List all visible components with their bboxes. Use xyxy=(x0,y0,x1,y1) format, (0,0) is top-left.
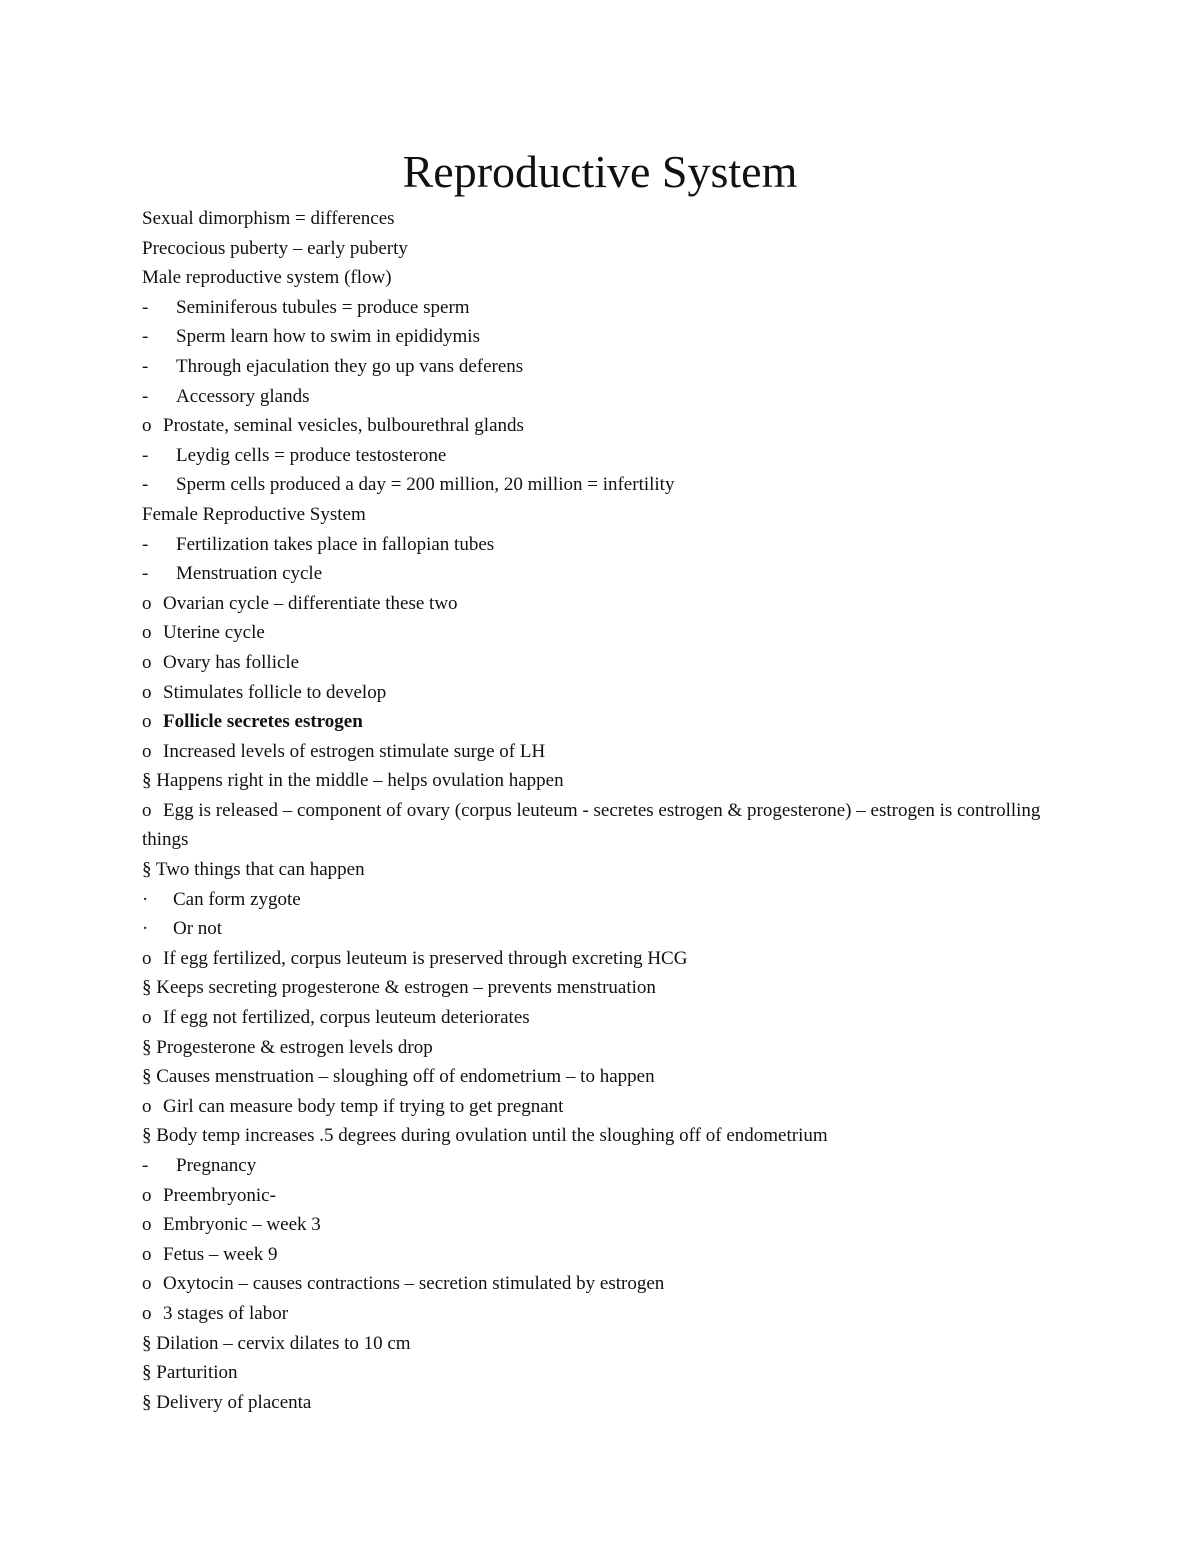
line-text: Causes menstruation – sloughing off of endometrium – to happen xyxy=(156,1066,655,1088)
note-line xyxy=(142,944,1082,974)
note-line xyxy=(142,1269,1082,1299)
line-marker: o xyxy=(142,711,152,733)
note-line xyxy=(142,589,1082,619)
line-marker: o xyxy=(142,1184,152,1206)
line-text: If egg fertilized, corpus leuteum is preserved through excreting HCG xyxy=(163,947,688,969)
line-marker: § xyxy=(142,1332,152,1354)
line-marker: § xyxy=(142,1036,152,1058)
line-marker: o xyxy=(142,622,152,644)
line-marker: - xyxy=(142,326,149,348)
line-text: Increased levels of estrogen stimulate surge of LH xyxy=(163,740,546,762)
line-marker: - xyxy=(142,533,149,555)
line-text: Stimulates follicle to develop xyxy=(163,681,387,703)
note-line xyxy=(142,1240,1082,1270)
note-line xyxy=(142,1388,1082,1418)
note-line xyxy=(142,322,1082,352)
line-marker: § xyxy=(142,1125,152,1147)
line-marker: - xyxy=(142,474,149,496)
note-line xyxy=(142,1033,1082,1063)
line-marker: o xyxy=(142,415,152,437)
note-line xyxy=(142,678,1082,708)
line-text: Girl can measure body temp if trying to get pregnant xyxy=(163,1095,564,1117)
line-text: Happens right in the middle – helps ovulation happen xyxy=(156,770,564,792)
line-text: If egg not fertilized, corpus leuteum deteriorates xyxy=(163,1007,530,1029)
note-line xyxy=(142,1358,1082,1388)
line-marker: - xyxy=(142,385,149,407)
line-marker: o xyxy=(142,799,152,821)
note-line xyxy=(142,914,1082,944)
note-line xyxy=(142,411,1082,441)
line-marker: o xyxy=(142,947,152,969)
line-text: Two things that can happen xyxy=(155,859,365,881)
line-marker: § xyxy=(142,859,152,881)
line-marker: § xyxy=(142,1391,152,1413)
line-text: Fertilization takes place in fallopian tubes xyxy=(176,533,495,555)
line-marker: o xyxy=(142,651,152,673)
line-text: Oxytocin – causes contractions – secretion stimulated by estrogen xyxy=(163,1273,665,1295)
line-text: Or not xyxy=(173,918,223,940)
note-line xyxy=(142,1003,1082,1033)
line-text: Sexual dimorphism = differences xyxy=(142,208,395,229)
line-text: Fetus – week 9 xyxy=(163,1243,278,1265)
note-line xyxy=(142,441,1082,471)
line-marker: § xyxy=(142,1362,152,1384)
line-text: Uterine cycle xyxy=(163,622,265,644)
line-marker: o xyxy=(142,1007,152,1029)
line-marker: o xyxy=(142,1302,152,1324)
line-marker: - xyxy=(142,444,149,466)
line-text: Embryonic – week 3 xyxy=(163,1214,321,1236)
line-text: Ovary has follicle xyxy=(163,651,300,673)
note-line xyxy=(142,1121,1082,1151)
line-text: Dilation – cervix dilates to 10 cm xyxy=(156,1332,411,1354)
note-line xyxy=(142,1092,1082,1122)
note-line xyxy=(142,707,1082,737)
line-text: Body temp increases .5 degrees during ovulation until the sloughing off of endometrium xyxy=(156,1125,828,1147)
note-line xyxy=(142,352,1082,382)
note-line xyxy=(142,500,1082,530)
note-line xyxy=(142,559,1082,589)
note-line xyxy=(142,263,1082,293)
page-title: Reproductive System xyxy=(402,146,798,197)
note-line xyxy=(142,293,1082,323)
line-text: Precocious puberty – early puberty xyxy=(142,237,408,259)
line-text: Female Reproductive System xyxy=(142,503,366,525)
line-text: 3 stages of labor xyxy=(163,1302,289,1324)
line-marker: § xyxy=(142,977,152,999)
note-line xyxy=(142,1151,1082,1181)
note-line xyxy=(142,382,1082,412)
line-marker: § xyxy=(142,1066,152,1088)
note-line xyxy=(142,1329,1082,1359)
line-marker: o xyxy=(142,1095,152,1117)
line-text: Menstruation cycle xyxy=(176,563,323,585)
note-line xyxy=(142,530,1082,560)
line-text: Parturition xyxy=(156,1362,238,1384)
line-text: Prostate, seminal vesicles, bulbourethral glands xyxy=(163,415,524,437)
note-line xyxy=(142,204,1082,234)
line-marker: § xyxy=(142,770,152,792)
line-text: Egg is released – component of ovary (corpus leuteum - secretes estrogen & progesterone) – estrogen is controlling things xyxy=(142,799,1041,851)
line-marker: o xyxy=(142,681,152,703)
line-marker: o xyxy=(142,592,152,614)
note-line xyxy=(142,1210,1082,1240)
line-text: Delivery of placenta xyxy=(156,1391,312,1413)
line-text: Sperm learn how to swim in epididymis xyxy=(176,326,480,348)
line-text: Ovarian cycle – differentiate these two xyxy=(163,592,458,614)
line-text: Can form zygote xyxy=(173,888,301,910)
line-marker: o xyxy=(142,740,152,762)
line-marker: - xyxy=(142,296,149,318)
document-body xyxy=(142,204,1082,1417)
note-line xyxy=(142,470,1082,500)
line-text: Pregnancy xyxy=(176,1155,257,1176)
line-text: Follicle secretes estrogen xyxy=(163,711,363,733)
line-marker: o xyxy=(142,1273,152,1295)
line-marker: - xyxy=(142,563,149,585)
note-line xyxy=(142,1062,1082,1092)
line-text: Through ejaculation they go up vans deferens xyxy=(176,355,524,377)
line-marker: - xyxy=(142,1155,149,1176)
line-marker: · xyxy=(142,888,149,910)
line-text: Progesterone & estrogen levels drop xyxy=(156,1036,433,1058)
line-text: Preembryonic- xyxy=(163,1184,276,1206)
note-line xyxy=(142,796,1082,855)
note-line xyxy=(142,234,1082,264)
line-text: Male reproductive system (flow) xyxy=(142,267,392,289)
line-text: Sperm cells produced a day = 200 million, 20 million = infertility xyxy=(176,474,675,496)
line-text: Keeps secreting progesterone & estrogen – prevents menstruation xyxy=(156,977,656,999)
note-line xyxy=(142,648,1082,678)
note-line xyxy=(142,1181,1082,1211)
note-line xyxy=(142,737,1082,767)
note-line xyxy=(142,855,1082,885)
note-line xyxy=(142,766,1082,796)
line-text: Accessory glands xyxy=(176,385,310,407)
note-line xyxy=(142,618,1082,648)
line-marker: · xyxy=(142,918,149,940)
line-marker: o xyxy=(142,1243,152,1265)
note-line xyxy=(142,1299,1082,1329)
line-text: Leydig cells = produce testosterone xyxy=(176,444,447,466)
line-marker: o xyxy=(142,1214,152,1236)
note-line xyxy=(142,885,1082,915)
line-marker: - xyxy=(142,355,149,377)
line-text: Seminiferous tubules = produce sperm xyxy=(176,296,470,318)
note-line xyxy=(142,973,1082,1003)
